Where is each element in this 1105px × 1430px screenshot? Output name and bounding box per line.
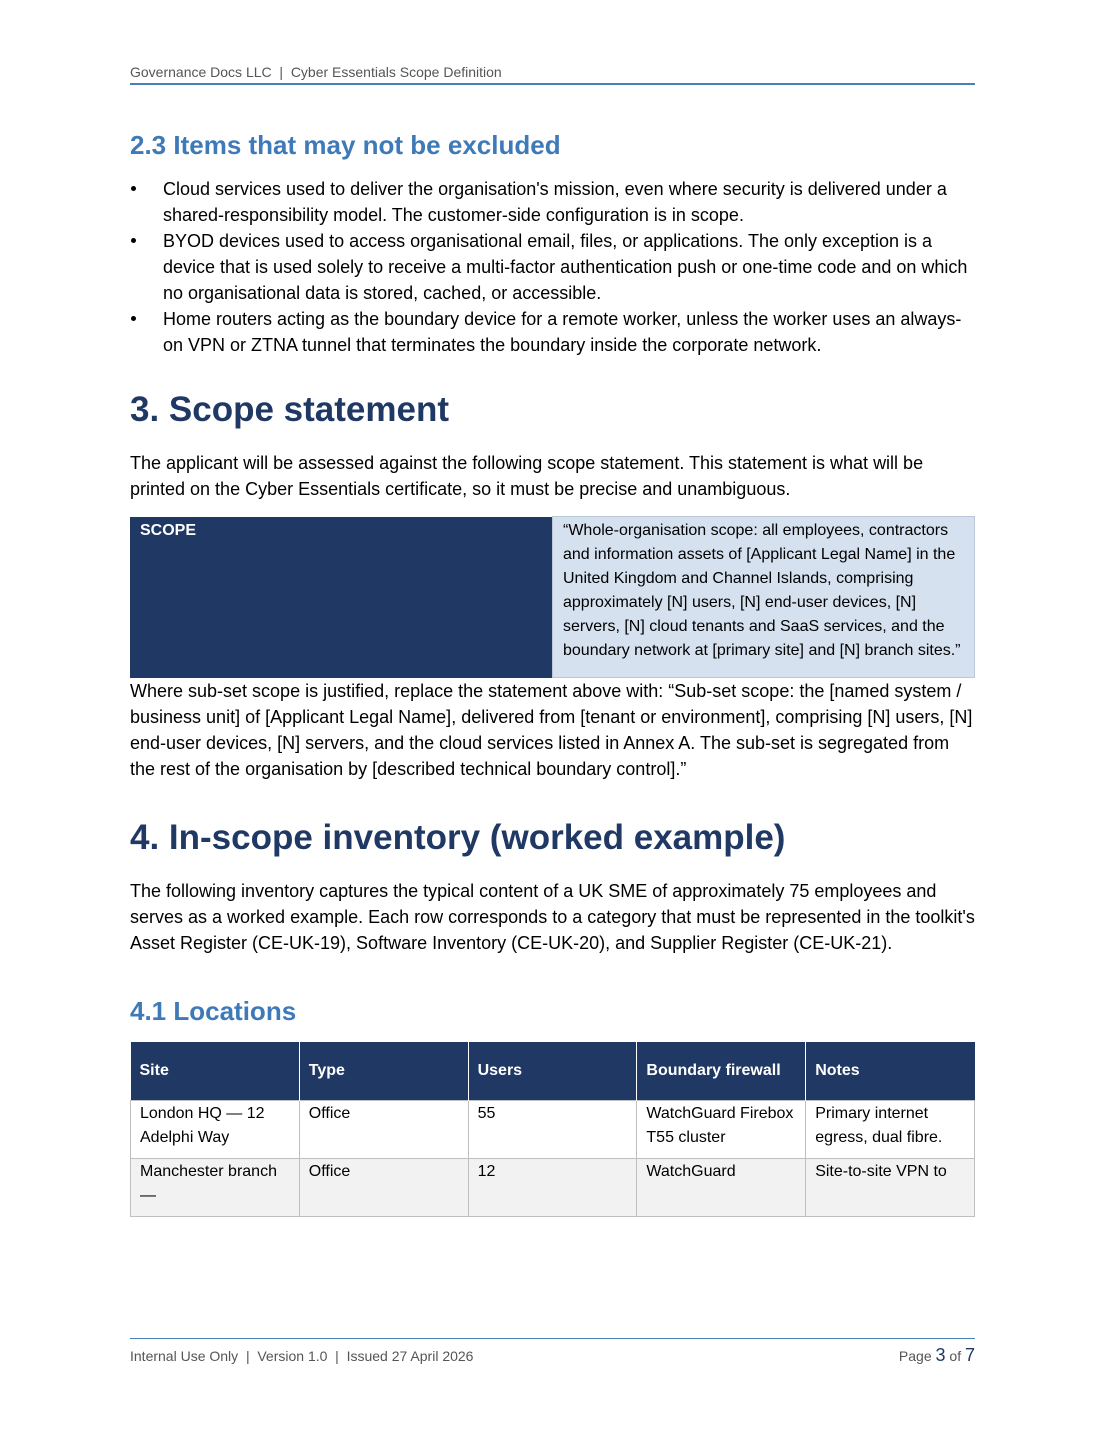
column-header-notes: Notes	[806, 1042, 975, 1101]
page-header	[130, 64, 975, 85]
table-cell: Site-to-site VPN to	[806, 1159, 975, 1217]
scope-label: SCOPE	[130, 517, 553, 678]
table-cell: London HQ — 12 Adelphi Way	[131, 1101, 300, 1159]
page-number	[899, 1345, 975, 1366]
column-header-users: Users	[468, 1042, 637, 1101]
column-header-type: Type	[299, 1042, 468, 1101]
column-header-site: Site	[131, 1042, 300, 1101]
table-cell: Primary internet egress, dual fibre.	[806, 1101, 975, 1159]
page-footer	[130, 1338, 975, 1366]
table-cell: Office	[299, 1159, 468, 1217]
list-item: BYOD devices used to access organisational email, files, or applications. The only exception is a device that is used solely to receive a multi-factor authentication push or one-time code and on which no organisational data is stored, cached, or accessible.	[130, 228, 975, 306]
scope-intro-paragraph: The applicant will be assessed against the following scope statement. This statement is what will be printed on the Cyber Essentials certificate, so it must be precise and unambiguous.	[130, 453, 924, 499]
table-row	[131, 1159, 975, 1217]
section-2-3-heading: 2.3 Items that may not be excluded	[130, 130, 561, 160]
scope-statement-table	[130, 516, 975, 678]
table-header-row	[131, 1042, 975, 1101]
table-cell: 12	[468, 1159, 637, 1217]
table-cell: Manchester branch —	[131, 1159, 300, 1217]
section-4-1-heading: 4.1 Locations	[130, 996, 297, 1026]
list-item: Cloud services used to deliver the organisation's mission, even where security is delivered under a shared-responsibility model. The customer-side configuration is in scope.	[130, 176, 975, 228]
of-word: of	[949, 1348, 962, 1364]
locations-table	[130, 1042, 975, 1217]
header-text: Governance Docs LLC | Cyber Essentials Scope Definition	[130, 64, 502, 80]
column-header-boundary-firewall: Boundary firewall	[637, 1042, 806, 1101]
page-word: Page	[898, 1348, 932, 1364]
footer-info: Internal Use Only | Version 1.0 | Issued 27 April 2026	[130, 1348, 474, 1364]
section-3-heading: 3. Scope statement	[130, 390, 449, 429]
scope-statement-text: “Whole-organisation scope: all employees, contractors and information assets of [Applicant Legal Name] in the United Kingdom and Channel Islands, comprising approximately [N] users, [N] end-user devices, [N] servers, [N] cloud tenants and SaaS services, and the boundary network at [primary site] and [N] branch sites.”	[553, 517, 975, 678]
subset-scope-paragraph: Where sub-set scope is justified, replace the statement above with: “Sub-set scope: the [named system / business unit] of [Applicant Legal Name], delivered from [tenant or environment], comprising [N] users, [N] end-user devices, [N] servers, and the cloud services listed in Annex A. The sub-set is segregated from the rest of the organisation by [described technical boundary control].”	[130, 681, 973, 779]
table-cell: Office	[299, 1101, 468, 1159]
inventory-intro-paragraph: The following inventory captures the typical content of a UK SME of approximately 75 employees and serves as a worked example. Each row corresponds to a category that must be represented in the toolkit's Asset Register (CE-UK-19), Software Inventory (CE-UK-20), and Supplier Register (CE-UK-21).	[130, 881, 975, 953]
table-cell: 55	[468, 1101, 637, 1159]
table-cell: WatchGuard	[637, 1159, 806, 1217]
section-4-heading: 4. In-scope inventory (worked example)	[130, 818, 786, 857]
total-pages: 7	[964, 1345, 975, 1365]
list-item: Home routers acting as the boundary device for a remote worker, unless the worker uses an always-on VPN or ZTNA tunnel that terminates the boundary inside the corporate network.	[130, 306, 975, 358]
table-row	[131, 1101, 975, 1159]
page-content	[130, 128, 975, 1217]
exclusion-bullet-list	[130, 176, 975, 358]
table-row	[130, 517, 975, 678]
current-page: 3	[935, 1345, 946, 1365]
table-cell: WatchGuard Firebox T55 cluster	[637, 1101, 806, 1159]
